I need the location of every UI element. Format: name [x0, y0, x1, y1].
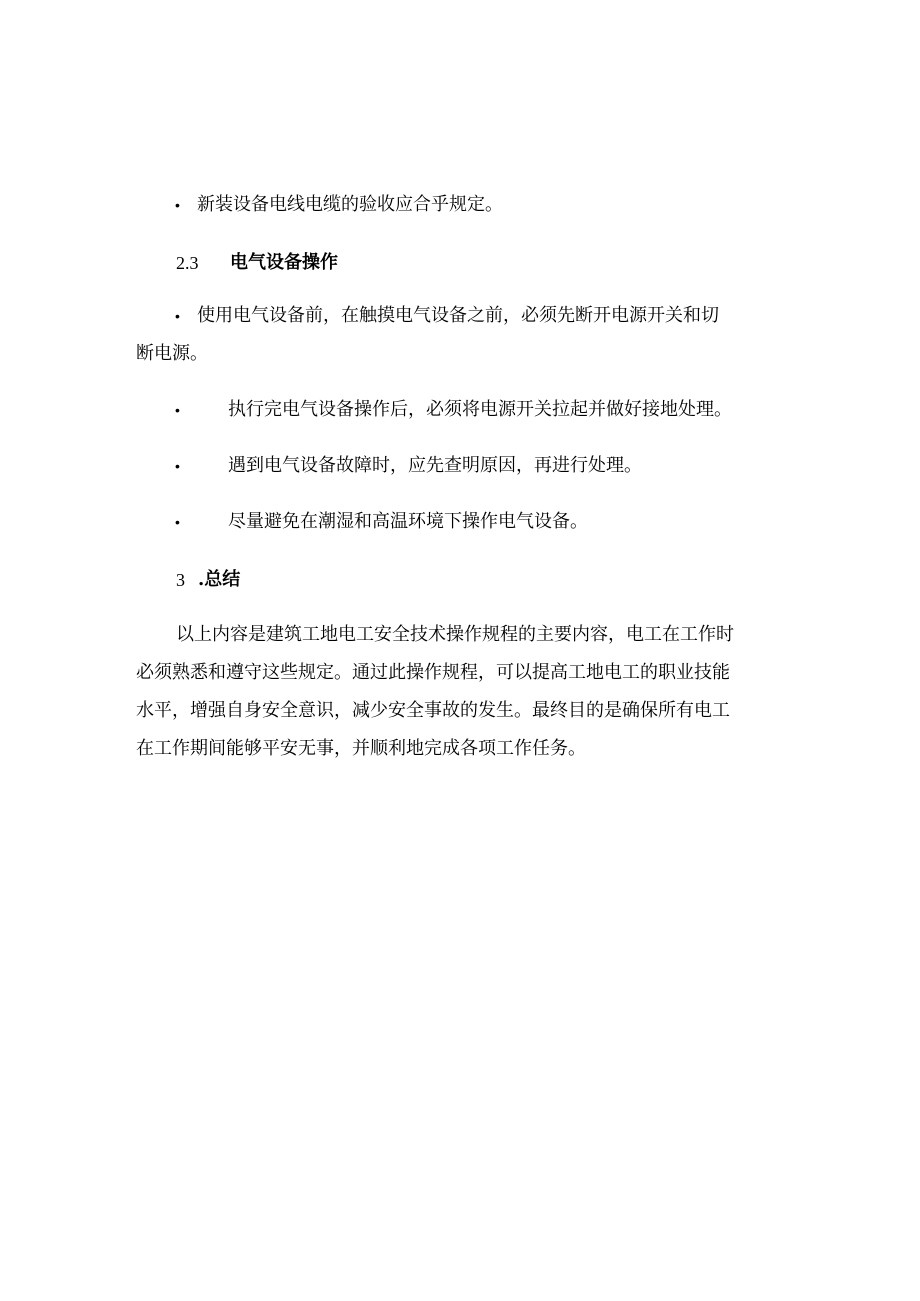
bullet-marker: •	[175, 514, 180, 530]
bullet-marker: •	[175, 308, 180, 324]
section-2-3-title: 电气设备操作	[230, 252, 338, 273]
bullet-marker: •	[175, 458, 180, 474]
item-before-use-line1: 使用电气设备前，在触摸电气设备之前，必须先断开电源开关和切	[197, 305, 719, 326]
summary-line4: 在工作期间能够平安无事，并顺利地完成各项工作任务。	[136, 738, 586, 759]
summary-line1: 以上内容是建筑工地电工安全技术操作规程的主要内容，电工在工作时	[176, 624, 734, 645]
summary-line2: 必须熟悉和遵守这些规定。通过此操作规程，可以提高工地电工的职业技能	[136, 662, 730, 683]
item-avoid-text: 尽量避免在潮湿和高温环境下操作电气设备。	[228, 511, 588, 532]
item-after-use-text: 执行完电气设备操作后，必须将电源开关拉起并做好接地处理。	[228, 399, 732, 420]
section-3-title: .总结	[198, 569, 241, 590]
bullet-marker: •	[175, 402, 180, 418]
summary-line3: 水平，增强自身安全意识，减少安全事故的发生。最终目的是确保所有电工	[136, 700, 730, 721]
item-fault-text: 遇到电气设备故障时，应先查明原因，再进行处理。	[228, 455, 642, 476]
section-2-3-number: 2.3	[176, 253, 199, 273]
item-before-use-line2: 断电源。	[136, 343, 208, 364]
item-new-cable-text: 新装设备电线电缆的验收应合乎规定。	[197, 194, 503, 215]
bullet-marker: •	[175, 197, 180, 213]
section-3-number: 3	[176, 570, 185, 590]
